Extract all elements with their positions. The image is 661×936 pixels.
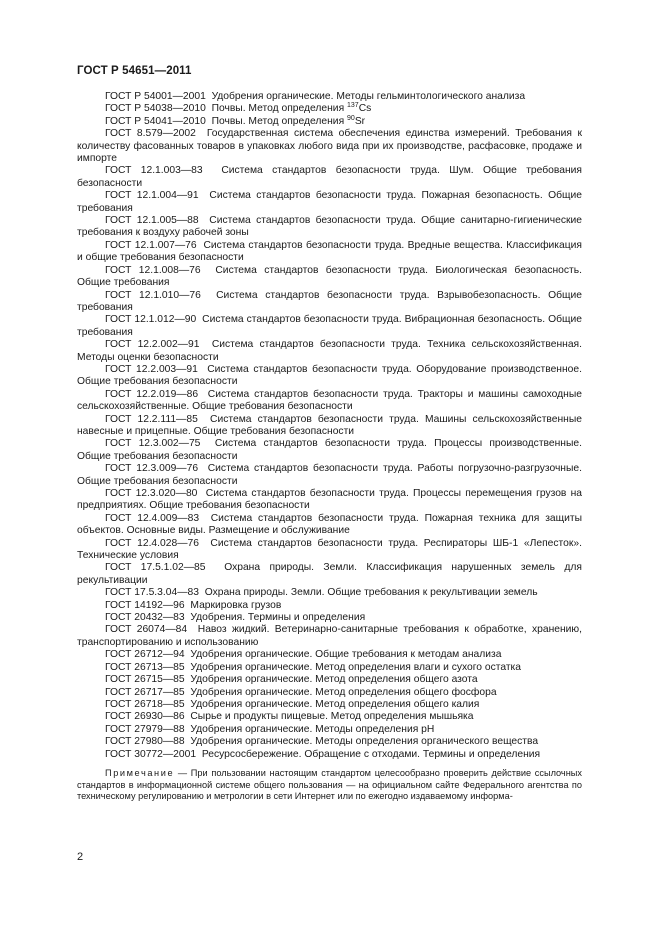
reference-title: Система стандартов безопасности труда. Пожарная техника для защиты объектов. Основные виды. Размещение и обслуживание	[77, 512, 582, 537]
reference-code: ГОСТ 30772—2001	[105, 748, 197, 760]
note-dash: —	[174, 767, 191, 778]
reference-title: Система стандартов безопасности труда. Оборудование производственное. Общие требования безопасности	[77, 363, 582, 388]
reference-code: ГОСТ Р 54041—2010	[105, 115, 206, 127]
reference-code: ГОСТ 12.1.012—90	[105, 314, 197, 326]
reference-code: ГОСТ 26713—85	[105, 661, 185, 673]
reference-code: ГОСТ 12.1.005—88	[105, 215, 199, 227]
reference-code: ГОСТ 12.1.004—91	[105, 190, 199, 202]
reference-code: ГОСТ 12.3.009—76	[105, 463, 199, 475]
reference-title: Система стандартов безопасности труда. Процессы производственные. Общие требования безопасности	[77, 438, 582, 462]
note-text: При пользовании настоящим стандартом целесообразно проверить действие ссылочных стандартов в информационной системе общего пользования — на официальном сайте Федерального агентства по техническому регулированию и метрологии в сети Интернет или по ежегодно издаваемому информа-	[77, 767, 582, 802]
reference-code: ГОСТ 12.1.003—83	[105, 165, 203, 177]
reference-title: Система стандартов безопасности труда. Техника сельскохозяйственная. Методы оценки безопасности	[77, 339, 582, 363]
reference-title: Удобрения органические. Методы определения органического вещества	[190, 736, 539, 748]
reference-title: Удобрения органические. Общие требования к методам анализа	[190, 649, 502, 661]
reference-title: Почвы. Метод определения	[211, 103, 345, 115]
reference-title: Удобрения органические. Метод определения влаги и сухого остатка	[190, 661, 522, 673]
reference-code: ГОСТ 26074—84	[105, 624, 188, 636]
reference-code: ГОСТ 26718—85	[105, 698, 185, 710]
reference-item	[77, 389, 582, 414]
reference-title: Система стандартов безопасности труда. Взрывобезопасность. Общие требования	[77, 289, 582, 313]
reference-item	[77, 314, 582, 339]
reference-item	[77, 438, 582, 463]
reference-code: ГОСТ 26712—94	[105, 649, 185, 661]
reference-item	[77, 116, 582, 128]
reference-item	[77, 414, 582, 439]
reference-title: Система стандартов безопасности труда. Вибрационная безопасность. Общие требования	[77, 314, 582, 338]
reference-title: Сырье и продукты пищевые. Метод определения мышьяка	[190, 711, 474, 723]
reference-code: ГОСТ 12.1.007—76	[105, 239, 197, 251]
reference-code: ГОСТ 12.2.002—91	[105, 339, 200, 351]
reference-item	[77, 339, 582, 364]
reference-title: Система стандартов безопасности труда. Процессы перемещения грузов на предприятиях. Общие требования безопасности	[77, 488, 582, 512]
reference-item	[77, 562, 582, 587]
reference-code: ГОСТ 12.2.003—91	[105, 363, 198, 375]
reference-item	[77, 91, 582, 103]
reference-code: ГОСТ 12.2.111—85	[105, 413, 198, 425]
reference-title: Удобрения органические. Методы определения pH	[190, 723, 435, 735]
reference-code: ГОСТ 8.579—2002	[105, 128, 196, 140]
page-header-title: ГОСТ Р 54651—2011	[77, 65, 192, 77]
note-paragraph	[77, 768, 582, 803]
reference-title: Система стандартов безопасности труда. Респираторы ШБ-1 «Лепесток». Технические условия	[77, 537, 582, 562]
reference-code: ГОСТ 17.5.3.04—83	[105, 587, 199, 599]
reference-code: ГОСТ 17.5.1.02—85	[105, 562, 206, 574]
reference-item	[77, 265, 582, 290]
reference-item	[77, 699, 582, 711]
reference-code: ГОСТ Р 54038—2010	[105, 103, 206, 115]
reference-code: ГОСТ 12.3.020—80	[105, 488, 198, 499]
reference-code: ГОСТ 12.3.002—75	[105, 438, 201, 450]
reference-code: ГОСТ 20432—83	[105, 612, 185, 624]
reference-title: Система стандартов безопасности труда. Работы погрузочно-разгрузочные. Общие требования безопасности	[77, 463, 582, 487]
note-label: Примечание	[105, 767, 175, 778]
isotope-symbol: Cs	[358, 103, 372, 115]
reference-item	[77, 612, 582, 624]
reference-list	[77, 91, 582, 761]
reference-code: ГОСТ 12.1.008—76	[105, 264, 201, 276]
isotope-symbol: Sr	[354, 115, 366, 127]
reference-item	[77, 128, 582, 165]
reference-title: Удобрения. Термины и определения	[190, 612, 366, 624]
reference-code: ГОСТ 12.2.019—86	[105, 388, 199, 400]
reference-item	[77, 190, 582, 215]
reference-item	[77, 587, 582, 599]
page-number: 2	[77, 851, 84, 863]
reference-title: Удобрения органические. Метод определения общего калия	[190, 698, 480, 710]
reference-code: ГОСТ 27979—88	[105, 723, 185, 735]
reference-code: ГОСТ Р 54001—2001	[105, 91, 206, 102]
reference-item	[77, 240, 582, 265]
reference-item	[77, 165, 582, 190]
normative-references	[77, 91, 582, 803]
reference-title: Система стандартов безопасности труда. Шум. Общие требования безопасности	[77, 165, 582, 189]
reference-item	[77, 488, 582, 513]
reference-title: Система стандартов безопасности труда. Тракторы и машины самоходные сельскохозяйственные. Общие требования безопасности	[77, 388, 582, 413]
reference-title: Система стандартов безопасности труда. Пожарная безопасность. Общие требования	[77, 190, 582, 214]
reference-code: ГОСТ 12.4.028—76	[105, 537, 199, 549]
reference-title: Маркировка грузов	[190, 599, 282, 611]
reference-title: Система стандартов безопасности труда. Общие санитарно-гигиенические требования к воздуху рабочей зоны	[77, 215, 582, 239]
reference-code: ГОСТ 27980—88	[105, 736, 185, 748]
reference-code: ГОСТ 26715—85	[105, 674, 185, 686]
reference-item	[77, 103, 582, 115]
reference-title: Система стандартов безопасности труда. Вредные вещества. Классификация и общие требования безопасности	[77, 239, 582, 264]
reference-code: ГОСТ 14192—96	[105, 599, 185, 611]
reference-item	[77, 711, 582, 723]
reference-title: Удобрения органические. Метод определения общего азота	[190, 674, 478, 686]
reference-item	[77, 463, 582, 488]
reference-title: Почвы. Метод определения	[211, 115, 345, 127]
reference-title: Охрана природы. Земли. Общие требования к рекультивации земель	[204, 587, 538, 599]
reference-item	[77, 724, 582, 736]
reference-item	[77, 624, 582, 649]
reference-code: ГОСТ 12.4.009—83	[105, 512, 200, 524]
reference-title: Государственная система обеспечения единства измерений. Требования к количеству фасованных товаров в упаковках любого вида при их производстве, расфасовке, продаже и импорте	[77, 128, 582, 165]
reference-item	[77, 662, 582, 674]
reference-title: Охрана природы. Земли. Классификация нарушенных земель для рекультивации	[77, 562, 582, 586]
reference-title: Навоз жидкий. Ветеринарно-санитарные требования к обработке, хранению, транспортированию и использованию	[77, 624, 583, 648]
reference-item	[77, 736, 582, 748]
reference-code: ГОСТ 26717—85	[105, 686, 185, 698]
reference-code: ГОСТ 12.1.010—76	[105, 289, 201, 301]
reference-title: Система стандартов безопасности труда. Машины сельскохозяйственные навесные и прицепные. Общие требования безопасности	[77, 413, 582, 437]
reference-item	[77, 513, 582, 538]
reference-item	[77, 687, 582, 699]
reference-title: Удобрения органические. Методы гельминтологического анализа	[211, 91, 526, 102]
reference-item	[77, 600, 582, 612]
reference-item	[77, 215, 582, 240]
isotope-mass-number: 137	[347, 102, 359, 110]
reference-title: Система стандартов безопасности труда. Биологическая безопасность. Общие требования	[77, 264, 582, 289]
reference-title: Ресурсосбережение. Обращение с отходами. Термины и определения	[201, 748, 541, 760]
reference-code: ГОСТ 26930—86	[105, 711, 185, 723]
reference-item	[77, 538, 582, 563]
reference-item	[77, 674, 582, 686]
reference-item	[77, 649, 582, 661]
reference-title: Удобрения органические. Метод определения общего фосфора	[190, 686, 497, 698]
reference-item	[77, 749, 582, 761]
reference-item	[77, 364, 582, 389]
isotope-mass-number: 90	[347, 114, 355, 122]
reference-item	[77, 290, 582, 315]
